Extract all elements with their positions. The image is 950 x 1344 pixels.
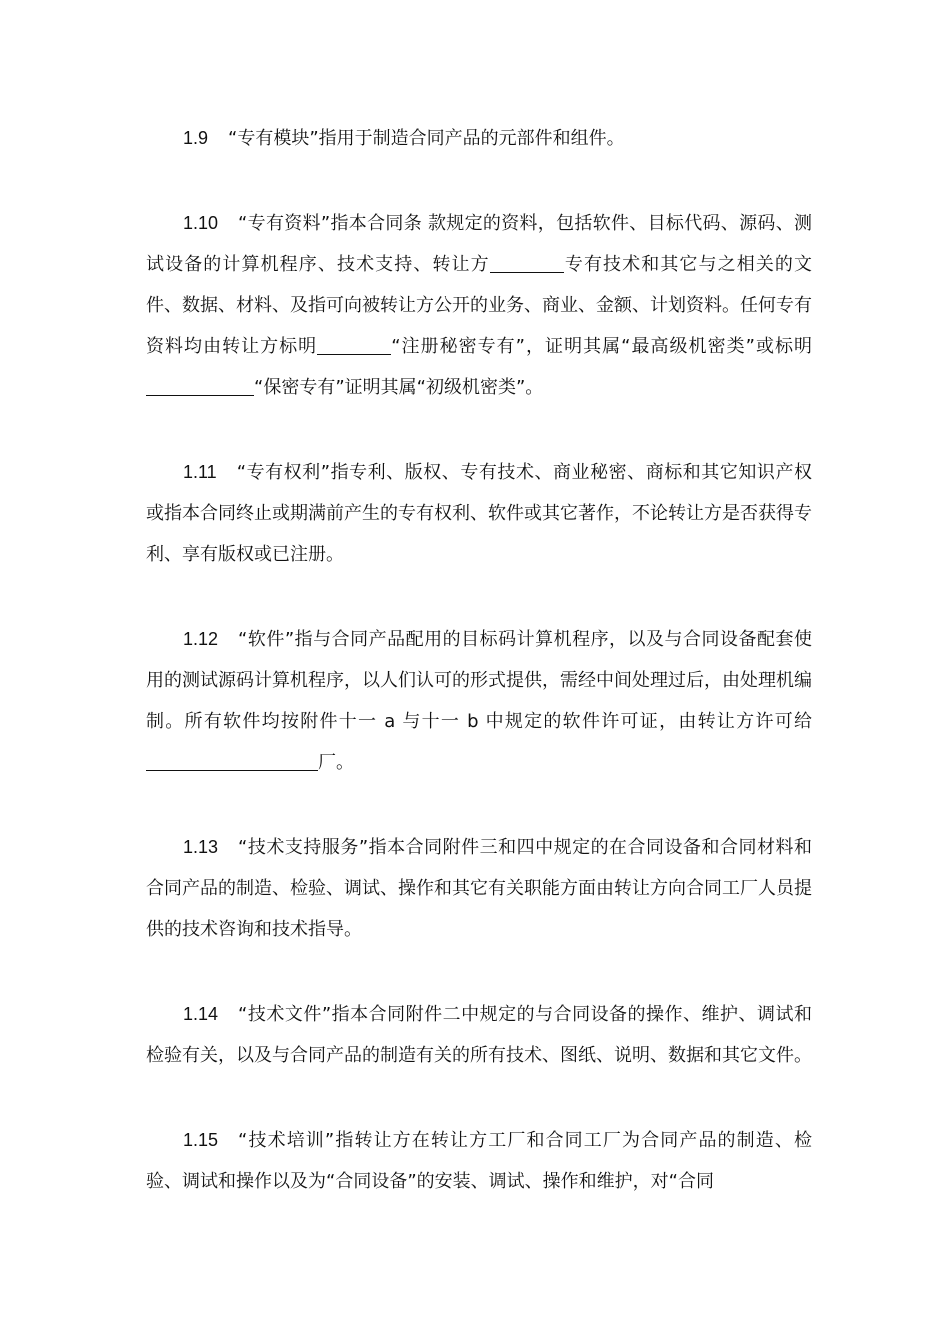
clause-text: “专有权利”指专利、版权、专有技术、商业秘密、商标和其它知识产权或指本合同终止或期满前产生的专有权利、软件或其它著作，不论转让方是否获得专利、享有版权或已注册。 xyxy=(146,462,812,565)
clause-number: 1.11 xyxy=(183,462,217,482)
clause-1-11 xyxy=(146,452,812,575)
clause-1-14 xyxy=(146,994,812,1076)
clause-number: 1.12 xyxy=(183,629,219,649)
clause-text: “技术支持服务”指本合同附件三和四中规定的在合同设备和合同材料和合同产品的制造、检验、调试、操作和其它有关职能方面由转让方向合同工厂人员提供的技术咨询和技术指导。 xyxy=(146,837,812,940)
clause-1-10 xyxy=(146,203,812,408)
clause-number: 1.14 xyxy=(183,1004,219,1024)
clause-number: 1.15 xyxy=(183,1130,219,1150)
clause-number: 1.13 xyxy=(183,837,219,857)
clause-1-13 xyxy=(146,827,812,950)
clause-text: “保密专有”证明其属“初级机密类”。 xyxy=(254,377,544,398)
fill-in-blank[interactable] xyxy=(146,375,254,396)
fill-in-blank[interactable] xyxy=(490,252,564,273)
clause-text: “专有资料”指本合同条 款规定的资料，包括软件、目标代码、源码、测试设备的计算机程序、技术支持、转让方 xyxy=(146,213,812,275)
clause-number: 1.9 xyxy=(183,128,209,148)
clause-number: 1.10 xyxy=(183,213,219,233)
fill-in-blank[interactable] xyxy=(146,750,318,771)
clause-1-12 xyxy=(146,619,812,783)
clause-text: “注册秘密专有”，证明其属“最高级机密类”或标明 xyxy=(391,336,812,357)
document-body xyxy=(146,118,812,1246)
fill-in-blank[interactable] xyxy=(317,334,391,355)
clause-text: “专有模块”指用于制造合同产品的元部件和组件。 xyxy=(228,128,625,149)
clause-text: “技术文件”指本合同附件二中规定的与合同设备的操作、维护、调试和检验有关，以及与合同产品的制造有关的所有技术、图纸、说明、数据和其它文件。 xyxy=(146,1004,812,1066)
clause-text: 厂。 xyxy=(318,752,354,773)
clause-text: “技术培训”指转让方在转让方工厂和合同工厂为合同产品的制造、检验、调试和操作以及为“合同设备”的安装、调试、操作和维护，对“合同 xyxy=(146,1130,812,1192)
clause-1-15 xyxy=(146,1120,812,1202)
clause-text: 专有技术和其它与之相关的文件、数据、材料、及指可向被转让方公开的业务、商业、金额、计划资料。任何专有资料均由转让方标明 xyxy=(146,254,813,357)
clause-1-9 xyxy=(146,118,812,159)
clause-text: “软件”指与合同产品配用的目标码计算机程序，以及与合同设备配套使用的测试源码计算机程序，以人们认可的形式提供，需经中间处理过后，由处理机编制。所有软件均按附件十一 a 与十一 b 中规定的软件许可证，由转让方许可给 xyxy=(146,629,812,732)
